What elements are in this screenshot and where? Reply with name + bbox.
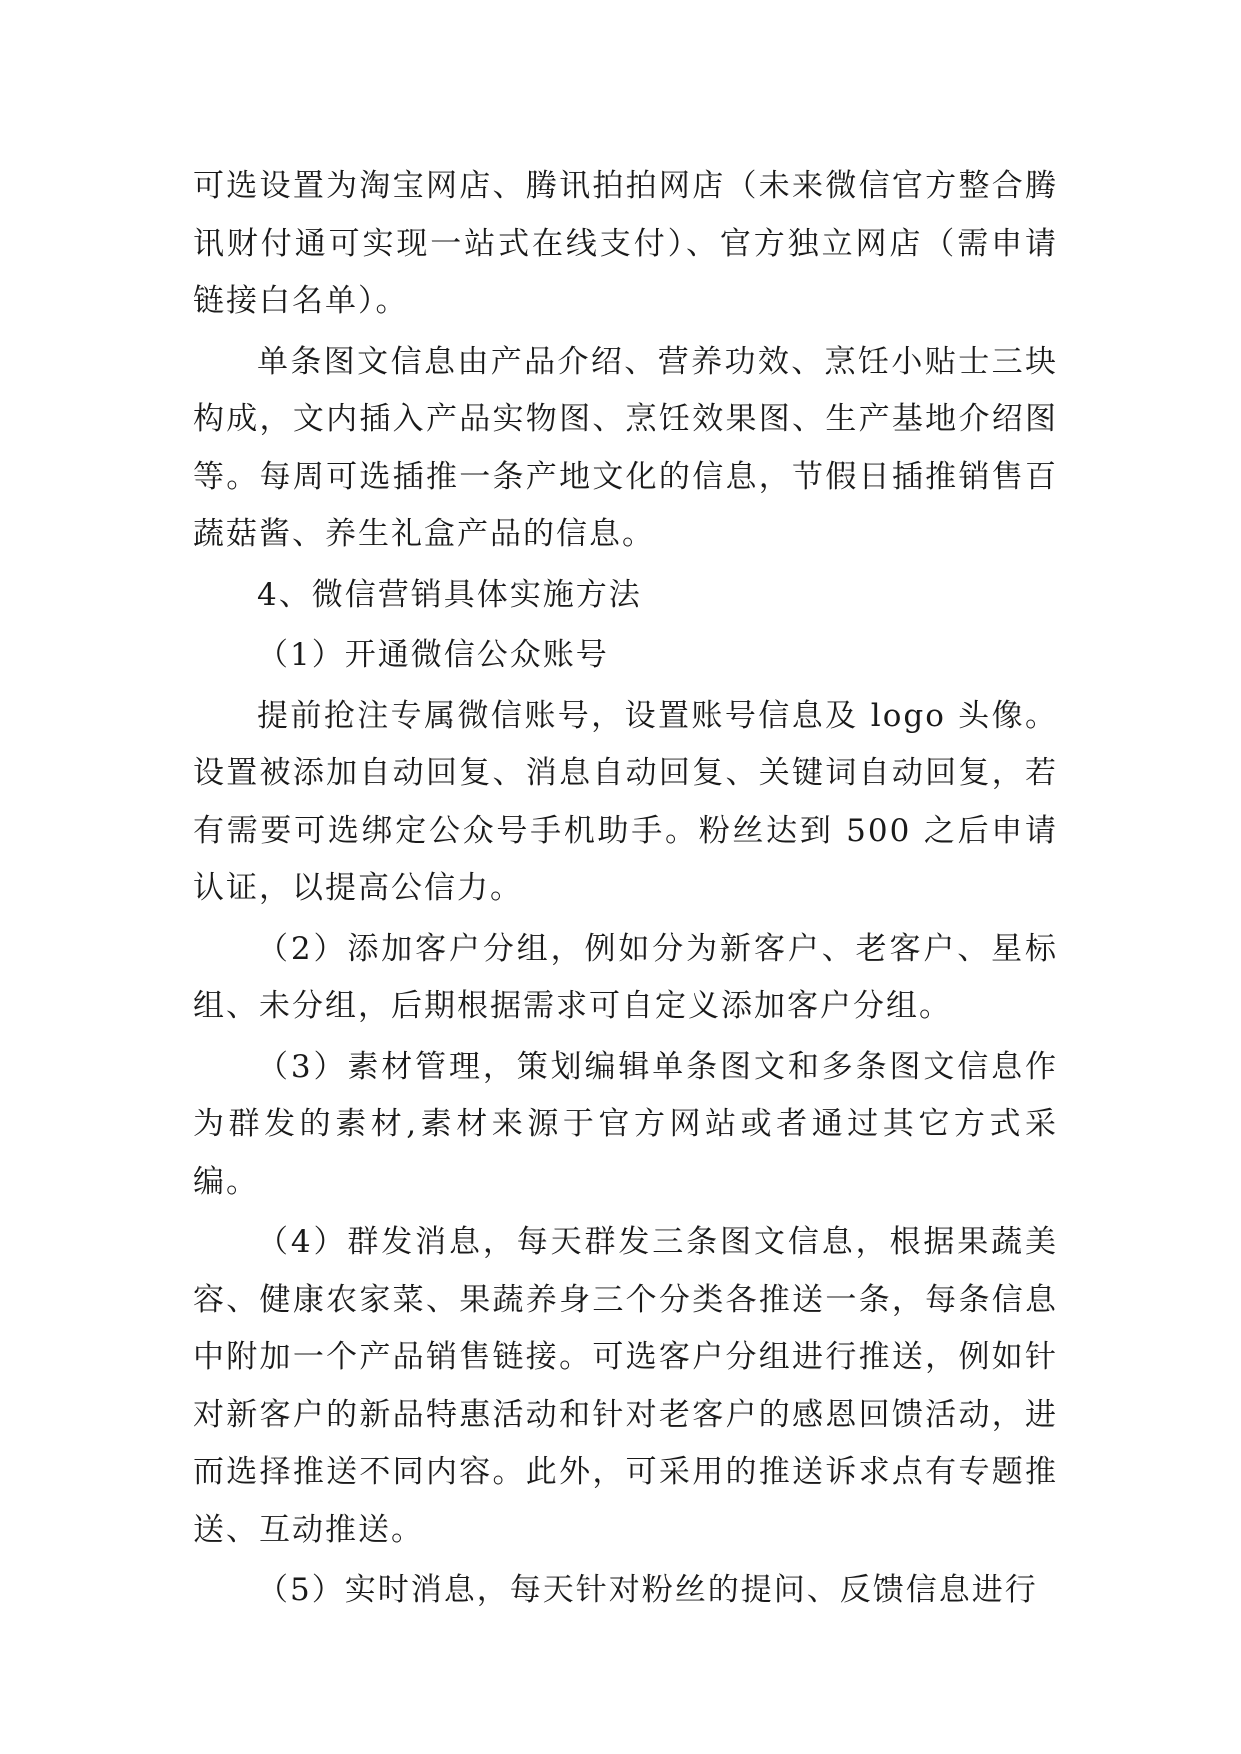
body-paragraph: 可选设置为淘宝网店、腾讯拍拍网店（未来微信官方整合腾讯财付通可实现一站式在线支付）、官方独立网店（需申请链接白名单）。 xyxy=(193,168,1058,319)
body-paragraph: 提前抢注专属微信账号，设置账号信息及 logo 头像。设置被添加自动回复、消息自动回复、关键词自动回复，若有需要可选绑定公众号手机助手。粉丝达到 500 之后申请认证，以提高公信力。 xyxy=(193,697,1058,906)
body-paragraph: （5）实时消息，每天针对粉丝的提问、反馈信息进行 xyxy=(257,1572,1038,1608)
document-page xyxy=(193,158,1058,1623)
body-paragraph: 单条图文信息由产品介绍、营养功效、烹饪小贴士三块构成，文内插入产品实物图、烹饪效果图、生产基地介绍图等。每周可选插推一条产地文化的信息，节假日插推销售百蔬菇酱、养生礼盒产品的信息。 xyxy=(193,343,1058,552)
section-heading: 4、微信营销具体实施方法 xyxy=(257,576,642,613)
subsection-heading: （1）开通微信公众账号 xyxy=(257,637,609,673)
body-paragraph: （2）添加客户分组，例如分为新客户、老客户、星标组、未分组，后期根据需求可自定义添加客户分组。 xyxy=(193,930,1058,1024)
body-paragraph: （4）群发消息，每天群发三条图文信息，根据果蔬美容、健康农家菜、果蔬养身三个分类各推送一条，每条信息中附加一个产品销售链接。可选客户分组进行推送，例如针对新客户的新品特惠活动和针对老客户的感恩回馈活动，进而选择推送不同内容。此外，可采用的推送诉求点有专题推送、互动推送。 xyxy=(193,1224,1058,1548)
body-paragraph: （3）素材管理，策划编辑单条图文和多条图文信息作为群发的素材,素材来源于官方网站或者通过其它方式采编。 xyxy=(193,1048,1058,1200)
